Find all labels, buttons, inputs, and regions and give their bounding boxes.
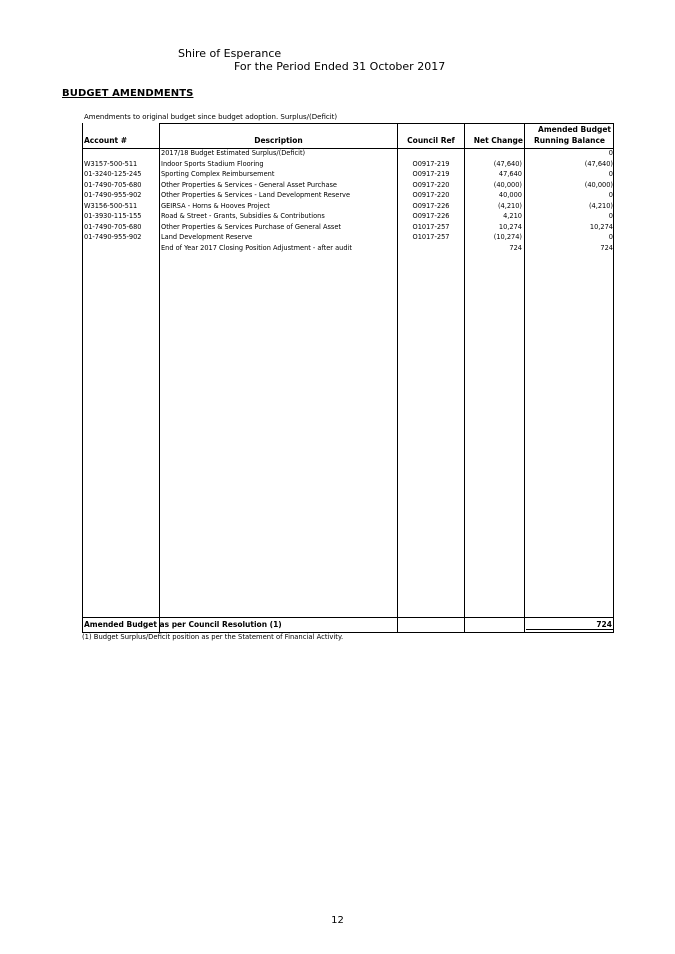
- cell-council-ref: O0917-220: [412, 191, 450, 199]
- cell-council-ref: O0917-219: [412, 170, 450, 178]
- cell-balance: 10,274: [589, 222, 613, 231]
- cell-net-change: 40,000: [498, 191, 522, 199]
- cell-account: 01-7490-705-680: [84, 222, 142, 231]
- cell-description: Land Development Reserve: [161, 233, 253, 241]
- cell-balance: 0: [608, 170, 613, 178]
- table-row: [82, 211, 614, 222]
- cell-description: Other Properties & Services - General Asset Purchase: [161, 180, 337, 189]
- page-number: 12: [331, 915, 344, 926]
- budget-amendments-table: [82, 123, 614, 632]
- table-row: [82, 222, 614, 233]
- table-row: [82, 243, 614, 254]
- intro-text: Amendments to original budget since budget adoption. Surplus/(Deficit): [84, 113, 338, 121]
- cell-council-ref: O1017-257: [412, 233, 450, 241]
- cell-balance: 0: [608, 212, 613, 220]
- cell-balance: (47,640): [584, 159, 613, 168]
- table-row: [82, 148, 614, 159]
- cell-account: 01-3930-115-155: [84, 212, 142, 220]
- cell-account: 01-7490-955-902: [84, 233, 142, 241]
- cell-balance: 0: [608, 149, 613, 157]
- table-row: [82, 232, 614, 243]
- period-title: For the Period Ended 31 October 2017: [234, 60, 446, 73]
- table-row: [82, 201, 614, 212]
- total-divider: [82, 617, 614, 618]
- table-row: [82, 159, 614, 170]
- cell-account: W3157-500-511: [84, 159, 138, 168]
- cell-balance: 724: [600, 243, 613, 252]
- total-value: 724: [596, 620, 612, 629]
- cell-net-change: 10,274: [498, 222, 522, 231]
- table-row: [82, 169, 614, 180]
- section-heading: BUDGET AMENDMENTS: [62, 88, 194, 99]
- cell-description: End of Year 2017 Closing Position Adjustment - after audit: [161, 243, 352, 252]
- cell-account: 01-7490-705-680: [84, 180, 142, 189]
- header-amended-budget: Amended Budget: [538, 125, 611, 134]
- total-double-rule: [526, 629, 614, 630]
- table-row: [82, 180, 614, 191]
- cell-description: GEIRSA - Horns & Hooves Project: [161, 201, 270, 210]
- cell-account: 01-3240-125-245: [84, 170, 142, 178]
- cell-net-change: (47,640): [493, 159, 522, 168]
- cell-account: 01-7490-955-902: [84, 191, 142, 199]
- cell-net-change: 4,210: [503, 212, 522, 220]
- cell-net-change: (4,210): [497, 201, 522, 210]
- cell-net-change: (40,000): [493, 180, 522, 189]
- table-row: [82, 190, 614, 201]
- cell-description: Sporting Complex Reimbursement: [161, 170, 275, 178]
- header-account: Account #: [84, 136, 128, 145]
- header-council-ref: Council Ref: [407, 136, 455, 145]
- cell-council-ref: O0917-226: [412, 201, 450, 210]
- header-running-balance: Running Balance: [534, 136, 605, 145]
- cell-description: 2017/18 Budget Estimated Surplus/(Deficit): [161, 149, 306, 157]
- cell-balance: 0: [608, 233, 613, 241]
- cell-council-ref: O0917-226: [412, 212, 450, 220]
- cell-council-ref: O1017-257: [412, 222, 450, 231]
- cell-balance: 0: [608, 191, 613, 199]
- cell-net-change: 47,640: [498, 170, 522, 178]
- cell-description: Other Properties & Services - Land Development Reserve: [161, 191, 351, 199]
- cell-council-ref: O0917-219: [412, 159, 450, 168]
- cell-account: W3156-500-511: [84, 201, 138, 210]
- cell-description: Other Properties & Services Purchase of General Asset: [161, 222, 341, 231]
- cell-net-change: (10,274): [493, 233, 522, 241]
- header-net-change: Net Change: [473, 136, 523, 145]
- header-description: Description: [254, 136, 303, 145]
- cell-net-change: 724: [509, 243, 522, 252]
- cell-balance: (40,000): [584, 180, 613, 189]
- footnote: (1) Budget Surplus/Deficit position as per the Statement of Financial Activity.: [82, 633, 344, 641]
- cell-council-ref: O0917-220: [412, 180, 450, 189]
- cell-description: Indoor Sports Stadium Flooring: [161, 159, 264, 168]
- total-label: Amended Budget as per Council Resolution (1): [84, 620, 282, 629]
- organization-title: Shire of Esperance: [178, 47, 282, 60]
- cell-balance: (4,210): [588, 201, 613, 210]
- cell-description: Road & Street - Grants, Subsidies & Contributions: [161, 212, 325, 220]
- table-top-border: [159, 123, 614, 124]
